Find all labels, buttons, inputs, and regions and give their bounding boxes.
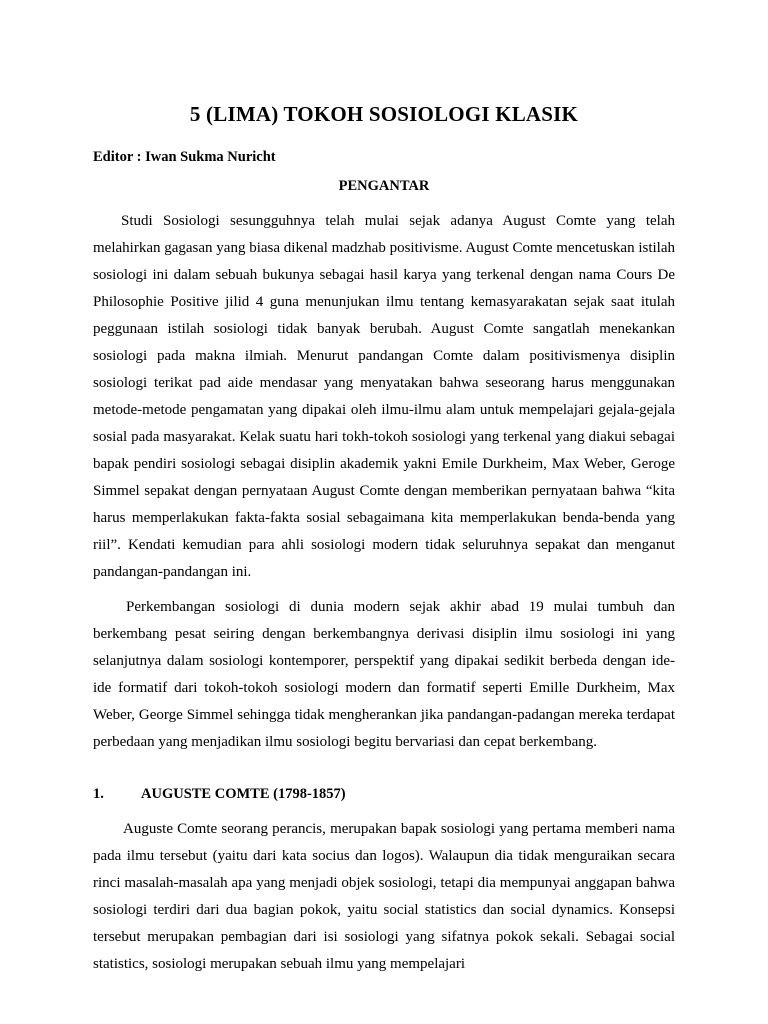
comte-paragraph: Auguste Comte seorang perancis, merupakan bapak sosiologi yang pertama memberi nama pada ilmu tersebut (yaitu dari kata socius dan logos). Walaupun dia tidak menguraikan secara rinci masalah-masalah apa yang menjadi objek sosiologi, tetapi dia mempunyai anggapan bahwa sosiologi terdiri dari dua bagian pokok, yaitu social statistics dan social dynamics. Konsepsi tersebut merupakan pembagian dari isi sosiologi yang sifatnya pokok sekali. Sebagai social statistics, sosiologi merupakan sebuah ilmu yang mempelajari (93, 821, 675, 972)
section-number: 1. (93, 786, 104, 802)
intro-paragraph-1: Studi Sosiologi sesungguhnya telah mulai sejak adanya August Comte yang telah melahirkan gagasan yang biasa dikenal madzhab positivisme. August Comte mencetuskan istilah sosiologi ini dalam sebuah bukunya sebagai hasil karya yang terkenal dengan nama Cours De Philosophie Positive jilid 4 guna menunjukan ilmu tentang kemasyarakatan sejak saat itulah peggunaan istilah sosiologi tidak banyak berubah. August Comte sangatlah menekankan sosiologi pada makna ilmiah. Menurut pandangan Comte dalam positivismenya disiplin sosiologi terikat pad aide mendasar yang menyatakan bahwa seseorang harus menggunakan metode-metode pengamatan yang dipakai oleh ilmu-ilmu alam untuk mempelajari gejala-gejala sosial pada masyarakat. Kelak suatu hari tokh-tokoh sosiologi yang terkenal yang diakui sebagai bapak pendiri sosiologi sebagai disiplin akademik yakni Emile Durkheim, Max Weber, Geroge Simmel sepakat dengan pernyataan August Comte dengan memberikan pernyataan bahwa “kita harus memperlakukan fakta-fakta sosial sebagaimana kita memperlakukan benda-benda yang riil”. Kendati kemudian para ahli sosiologi modern tidak seluruhnya sepakat dan menganut pandangan-pandangan ini. (93, 213, 675, 580)
editor-line: Editor : Iwan Sukma Nuricht (93, 149, 276, 165)
section-heading-pengantar: PENGANTAR (338, 178, 430, 194)
section-title-text: AUGUSTE COMTE (1798-1857) (141, 786, 346, 802)
document-title: 5 (LIMA) TOKOH SOSIOLOGI KLASIK (189, 102, 579, 126)
section-title-auguste-comte (93, 786, 346, 803)
intro-paragraph-2: Perkembangan sosiologi di dunia modern sejak akhir abad 19 mulai tumbuh dan berkembang pesat seiring dengan berkembangnya derivasi disiplin ilmu sosiologi ini yang selanjutnya dalam sosiologi kontemporer, perspektif yang dipakai sedikit berbeda dengan ide-ide formatif dari tokoh-tokoh sosiologi modern dan formatif seperti Emille Durkheim, Max Weber, George Simmel sehingga tidak mengherankan jika pandangan-padangan mereka terdapat perbedaan yang menjadikan ilmu sosiologi begitu bervariasi dan cepat berkembang. (93, 599, 675, 750)
